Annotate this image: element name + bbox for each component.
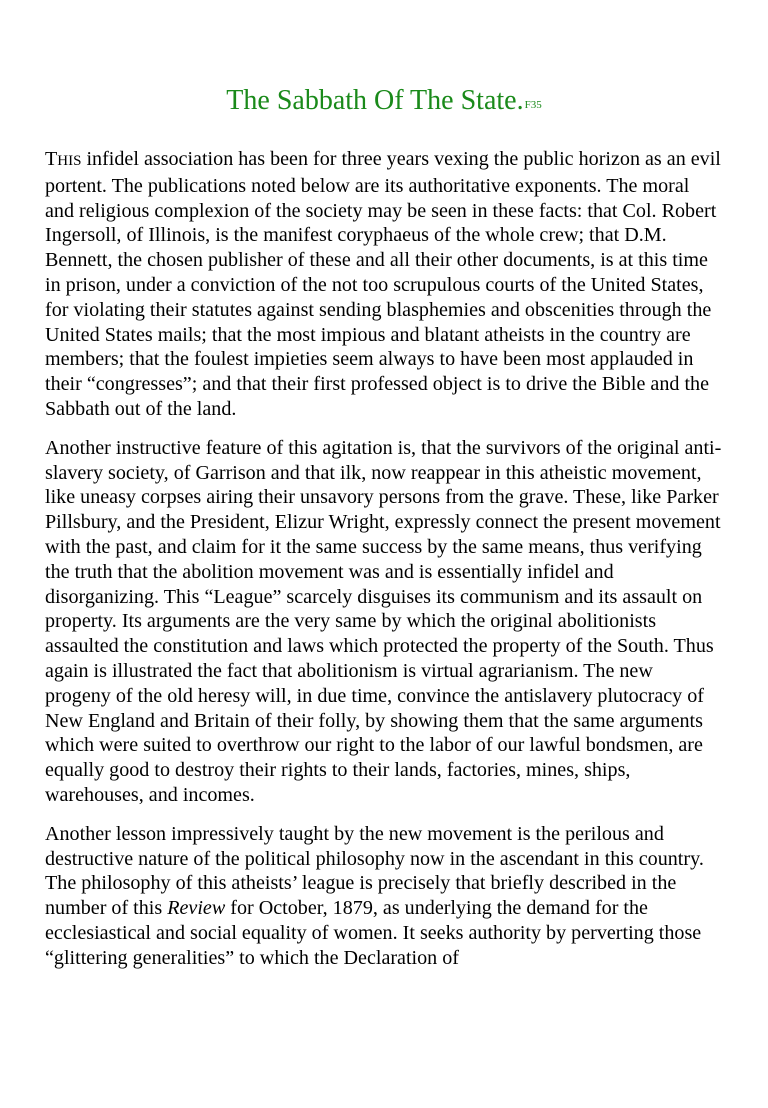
paragraph-1-text: infidel association has been for three years vexing the public horizon as an evil portent. The publications noted below are its authoritative exponents. The moral and religious complexion of the society may be seen in these facts: that Col. Robert Ingersoll, of Illinois, is the manifest coryphaeus of the whole crew; that D.M. Bennett, the chosen publisher of these and all their other documents, is at this time in prison, under a conviction of the not too scrupulous courts of the United States, for violating their statutes against sending blasphemies and obscenities through the United States mails; that the most impious and blatant atheists in the country are members; that the foulest impieties seem always to have been most applauded in their “congresses”; and that their first professed object is to drive the Bible and the Sabbath out of the land. — [45, 148, 721, 420]
document-page — [0, 84, 768, 971]
dropcap: T — [45, 148, 58, 170]
review-italic: Review — [167, 897, 226, 920]
footnote-ref-link[interactable]: F35 — [524, 99, 542, 111]
page-title — [45, 84, 723, 118]
paragraph-3 — [45, 822, 723, 971]
smallcaps-lead: HIS — [57, 153, 82, 169]
paragraph-2 — [45, 436, 723, 808]
paragraph-2-text: Another instructive feature of this agitation is, that the survivors of the original anti-slavery society, of Garrison and that ilk, now reappear in this atheistic movement, like uneasy corpses airing their unsavory persons from the grave. These, like Parker Pillsbury, and the President, Elizur Wright, expressly connect the present movement with the past, and claim for it the same success by the same means, thus verifying the truth that the abolition movement was and is essentially infidel and disorganizing. This “League” scarcely disguises its communism and its assault on property. Its arguments are the very same by which the original abolitionists assaulted the constitution and laws which protected the property of the South. Thus again is illustrated the fact that abolitionism is virtual agrarianism. The new progeny of the old heresy will, in due time, convince the antislavery plutocracy of New England and Britain of their folly, by showing them that the same arguments which were suited to overthrow our right to the labor of our lawful bondsmen, are equally good to destroy their rights to their lands, factories, mines, ships, warehouses, and incomes. — [45, 436, 722, 806]
paragraph-3-text-before: Another lesson impressively taught by the new movement is the perilous and destructive nature of the political philosophy now in the ascendant in this country. The philosophy of this atheists’ league is precisely that briefly described in the number of this — [45, 822, 704, 920]
paragraph-3-text-after: for October, 1879, as underlying the demand for the ecclesiastical and social equality of women. It seeks authority by perverting those “glittering generalities” to which the Declaration of — [45, 897, 702, 969]
title-text: The Sabbath Of The State. — [226, 85, 524, 116]
paragraph-1 — [45, 147, 723, 422]
